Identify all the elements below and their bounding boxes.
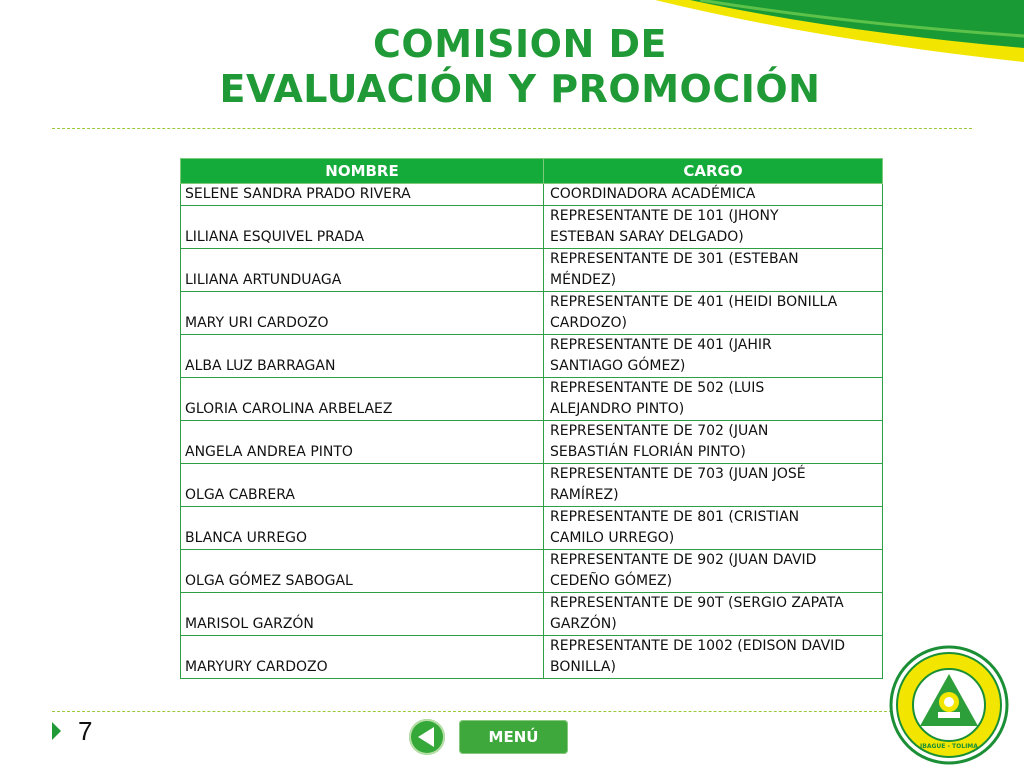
- cargo-cell: [544, 292, 883, 335]
- cargo-line: REPRESENTANTE DE 401 (HEIDI BONILLA: [550, 294, 838, 310]
- table-row: [181, 335, 883, 378]
- right-arrow-icon[interactable]: [52, 722, 61, 740]
- cargo-line: MÉNDEZ): [550, 272, 617, 288]
- table-row: [181, 550, 883, 593]
- nombre-cell: OLGA CABRERA: [181, 464, 544, 507]
- slide-title: [130, 22, 910, 112]
- cargo-cell: [544, 464, 883, 507]
- cargo-line: REPRESENTANTE DE 301 (ESTEBAN: [550, 251, 799, 267]
- cargo-line: REPRESENTANTE DE 401 (JAHIR: [550, 337, 772, 353]
- cargo-line: REPRESENTANTE DE 801 (CRISTIAN: [550, 509, 800, 525]
- nombre-cell: MARYURY CARDOZO: [181, 636, 544, 679]
- cargo-line: CAMILO URREGO): [550, 530, 675, 546]
- cargo-line: SANTIAGO GÓMEZ): [550, 358, 686, 374]
- table-row: [181, 184, 883, 206]
- table-row: [181, 464, 883, 507]
- nombre-cell: MARISOL GARZÓN: [181, 593, 544, 636]
- table-row: [181, 507, 883, 550]
- column-header-nombre: NOMBRE: [181, 159, 544, 184]
- cargo-line: REPRESENTANTE DE 1002 (EDISON DAVID: [550, 638, 846, 654]
- nombre-cell: SELENE SANDRA PRADO RIVERA: [181, 184, 544, 206]
- cargo-cell: [544, 249, 883, 292]
- page-number: 7: [78, 716, 93, 746]
- cargo-line: REPRESENTANTE DE 902 (JUAN DAVID: [550, 552, 817, 568]
- nombre-cell: GLORIA CAROLINA ARBELAEZ: [181, 378, 544, 421]
- cargo-line: BONILLA): [550, 659, 616, 675]
- cargo-cell: [544, 184, 883, 206]
- slide-title-line1: COMISION DE: [373, 22, 667, 66]
- school-seal-logo: [888, 644, 1010, 766]
- cargo-cell: [544, 378, 883, 421]
- bottom-divider: [52, 711, 892, 712]
- cargo-cell: [544, 421, 883, 464]
- nombre-cell: MARY URI CARDOZO: [181, 292, 544, 335]
- table-row: [181, 421, 883, 464]
- cargo-line: RAMÍREZ): [550, 487, 619, 503]
- cargo-line: ESTEBAN SARAY DELGADO): [550, 229, 744, 245]
- cargo-line: SEBASTIÁN FLORIÁN PINTO): [550, 444, 746, 460]
- top-divider: [52, 128, 972, 129]
- cargo-cell: [544, 507, 883, 550]
- table-row: [181, 292, 883, 335]
- cargo-cell: [544, 550, 883, 593]
- svg-text:IBAGUE - TOLIMA: IBAGUE - TOLIMA: [920, 743, 978, 750]
- nombre-cell: ANGELA ANDREA PINTO: [181, 421, 544, 464]
- table-row: [181, 593, 883, 636]
- nombre-cell: BLANCA URREGO: [181, 507, 544, 550]
- back-button[interactable]: [409, 719, 445, 755]
- cargo-line: REPRESENTANTE DE 502 (LUIS: [550, 380, 765, 396]
- table-row: [181, 249, 883, 292]
- nombre-cell: LILIANA ESQUIVEL PRADA: [181, 206, 544, 249]
- table-header-row: [181, 159, 883, 184]
- cargo-line: CARDOZO): [550, 315, 627, 331]
- cargo-line: REPRESENTANTE DE 101 (JHONY: [550, 208, 779, 224]
- cargo-line: REPRESENTANTE DE 90T (SERGIO ZAPATA: [550, 595, 844, 611]
- cargo-line: GARZÓN): [550, 616, 617, 632]
- nombre-cell: OLGA GÓMEZ SABOGAL: [181, 550, 544, 593]
- nombre-cell: LILIANA ARTUNDUAGA: [181, 249, 544, 292]
- cargo-line: COORDINADORA ACADÉMICA: [550, 186, 756, 202]
- table-row: [181, 378, 883, 421]
- column-header-cargo: CARGO: [544, 159, 883, 184]
- nombre-cell: ALBA LUZ BARRAGAN: [181, 335, 544, 378]
- cargo-line: CEDEÑO GÓMEZ): [550, 573, 673, 589]
- slide-title-line2: EVALUACIÓN Y PROMOCIÓN: [219, 67, 821, 111]
- menu-button[interactable]: MENÚ: [459, 720, 568, 754]
- cargo-cell: [544, 593, 883, 636]
- table-row: [181, 206, 883, 249]
- cargo-cell: [544, 335, 883, 378]
- cargo-line: REPRESENTANTE DE 702 (JUAN: [550, 423, 769, 439]
- cargo-cell: [544, 636, 883, 679]
- table-row: [181, 636, 883, 679]
- left-arrow-icon: [418, 727, 434, 747]
- commission-table: [180, 158, 883, 679]
- cargo-line: REPRESENTANTE DE 703 (JUAN JOSÉ: [550, 466, 806, 482]
- cargo-line: ALEJANDRO PINTO): [550, 401, 685, 417]
- cargo-cell: [544, 206, 883, 249]
